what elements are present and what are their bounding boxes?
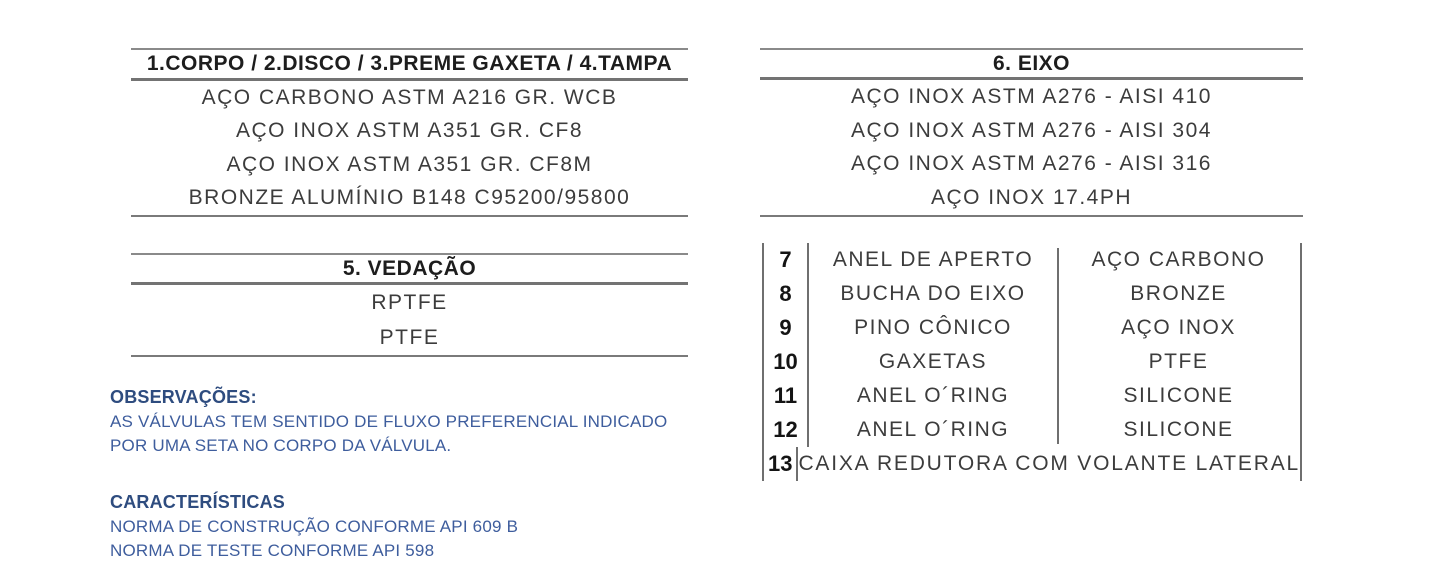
- part-name: BUCHA DO EIXO: [840, 282, 1026, 305]
- part-material: PTFE: [1148, 350, 1209, 373]
- materials-table-title: 1.CORPO / 2.DISCO / 3.PREME GAXETA / 4.TAMPA: [131, 50, 688, 81]
- part-name: ANEL O´RING: [856, 384, 1010, 407]
- caracteristicas-line: NORMA DE TESTE CONFORME API 598: [110, 540, 435, 560]
- part-name: ANEL DE APERTO: [832, 248, 1034, 271]
- part-number: 12: [764, 413, 809, 447]
- observacoes-line: AS VÁLVULAS TEM SENTIDO DE FLUXO PREFERENCIAL INDICADO: [110, 412, 668, 431]
- observacoes-line: POR UMA SETA NO CORPO DA VÁLVULA.: [110, 435, 452, 455]
- part-number: 7: [764, 243, 809, 277]
- part-material: SILICONE: [1123, 418, 1234, 441]
- vedacao-table-title: 5. VEDAÇÃO: [131, 255, 688, 285]
- table-row: [764, 277, 1300, 311]
- part-name: PINO CÔNICO: [854, 316, 1012, 339]
- part-name: GAXETAS: [878, 350, 988, 373]
- table-row: AÇO CARBONO ASTM A216 GR. WCB: [201, 85, 618, 109]
- part-material: AÇO INOX: [1121, 316, 1236, 339]
- caracteristicas-line: NORMA DE CONSTRUÇÃO CONFORME API 609 B: [110, 517, 519, 536]
- part-number: 13: [764, 447, 798, 481]
- caracteristicas-heading: CARACTERÍSTICAS: [110, 492, 286, 512]
- table-row: PTFE: [379, 325, 440, 349]
- table-row: RPTFE: [371, 290, 448, 314]
- eixo-table: [760, 48, 1303, 217]
- table-row: [764, 447, 1300, 481]
- parts-table: [762, 243, 1302, 481]
- part-number: 8: [764, 277, 809, 311]
- part-number: 9: [764, 311, 809, 345]
- table-row: AÇO INOX ASTM A351 GR. CF8M: [226, 152, 593, 176]
- table-row: [764, 243, 1300, 277]
- table-row: AÇO INOX ASTM A276 - AISI 316: [851, 152, 1212, 176]
- part-material: AÇO CARBONO: [1091, 248, 1266, 271]
- materials-table: [131, 48, 688, 217]
- table-row: [764, 311, 1300, 345]
- notes-section: [110, 385, 730, 562]
- table-row: AÇO INOX ASTM A351 GR. CF8: [235, 119, 584, 143]
- observacoes-heading: OBSERVAÇÕES:: [110, 387, 257, 407]
- table-row: AÇO INOX ASTM A276 - AISI 410: [851, 84, 1212, 108]
- part-name: CAIXA REDUTORA COM VOLANTE LATERAL: [798, 452, 1300, 475]
- part-material: SILICONE: [1123, 384, 1234, 407]
- part-number: 11: [764, 379, 809, 413]
- column-divider-line: [1057, 248, 1059, 444]
- part-name: ANEL O´RING: [856, 418, 1010, 441]
- part-number: 10: [764, 345, 809, 379]
- table-row: [764, 413, 1300, 447]
- part-material: BRONZE: [1130, 282, 1227, 305]
- table-row: BRONZE ALUMÍNIO B148 C95200/95800: [188, 186, 631, 210]
- table-row: [764, 379, 1300, 413]
- eixo-table-title: 6. EIXO: [760, 50, 1303, 80]
- table-row: [764, 345, 1300, 379]
- vedacao-table: [131, 253, 688, 357]
- table-row: AÇO INOX ASTM A276 - AISI 304: [851, 118, 1212, 142]
- table-row: AÇO INOX 17.4PH: [930, 185, 1133, 209]
